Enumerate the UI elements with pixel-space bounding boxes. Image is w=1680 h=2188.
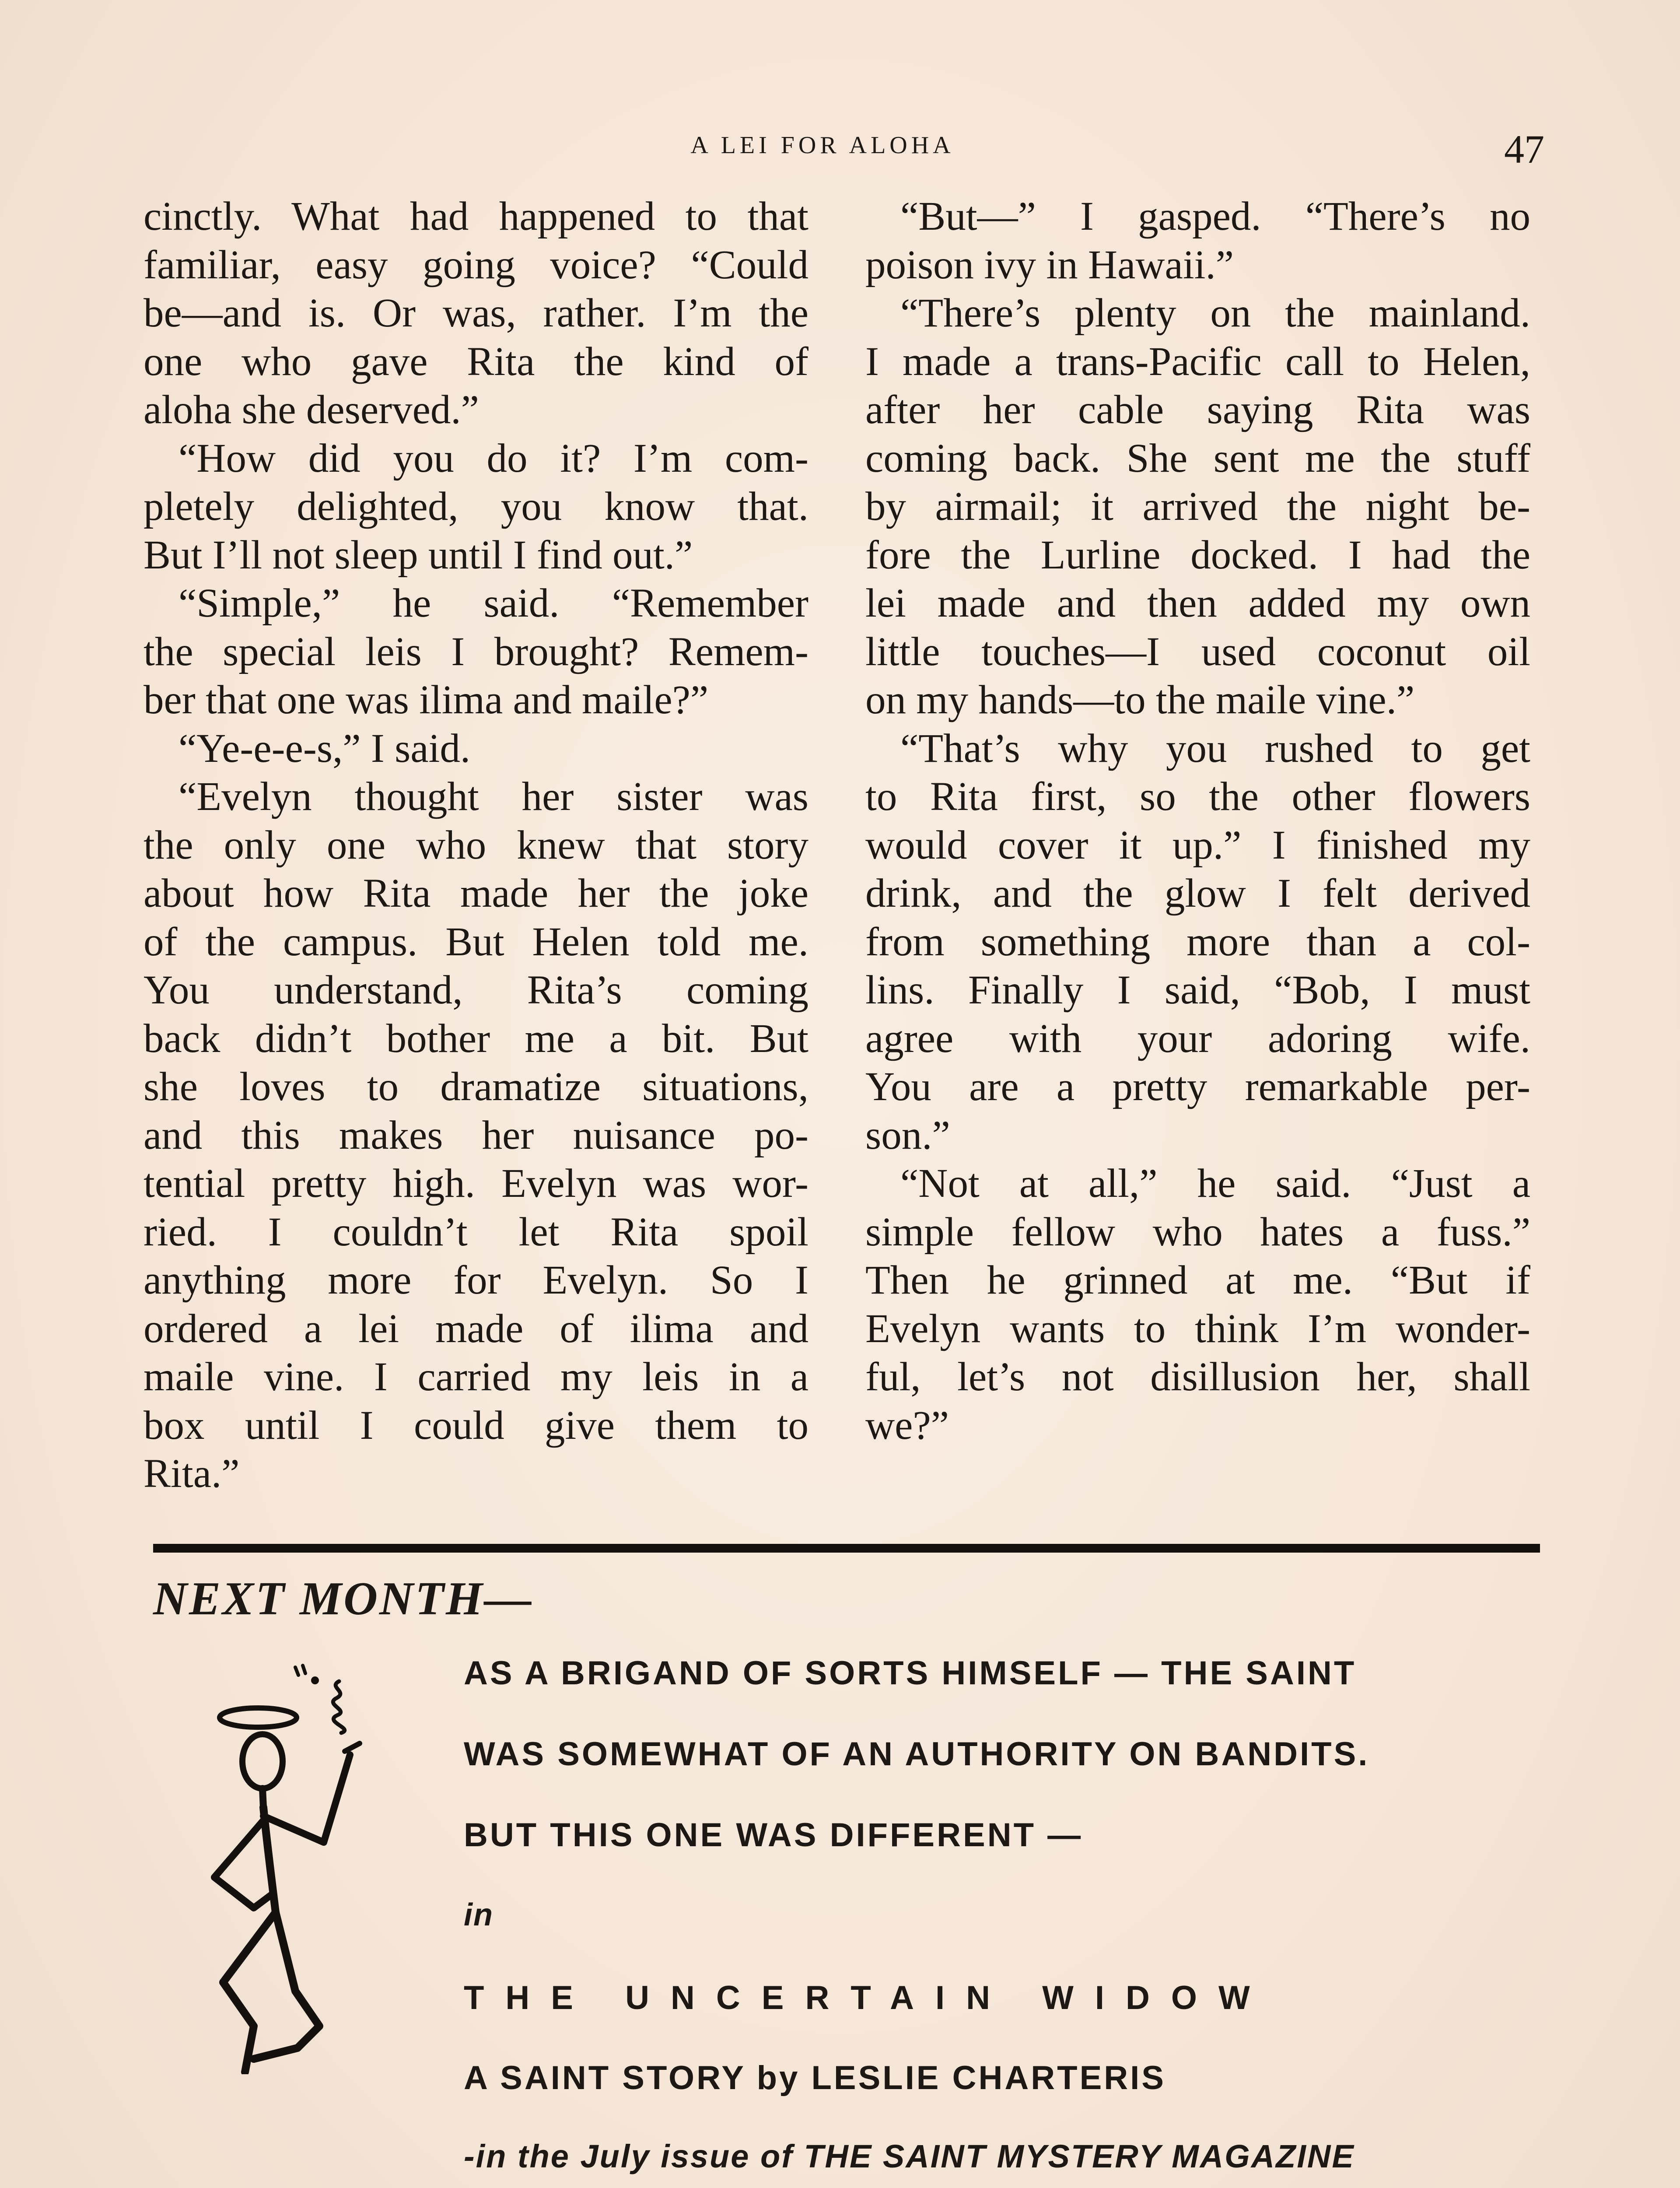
text-line: and this makes her nuisance po- [144,1112,808,1158]
text-line: pletely delighted, you know that. [144,484,808,529]
text-line: “Not at all,” he said. “Just a [900,1161,1530,1206]
text-line: ried. I couldn’t let Rita spoil [144,1209,808,1255]
text-line: maile vine. I carried my leis in a [144,1354,808,1399]
saint-stick-figure-icon [206,1650,389,2074]
running-title: A LEI FOR ALOHA [690,132,955,159]
text-line: to Rita first, so the other flowers [865,774,1530,819]
text-line: coming back. She sent me the stuff [865,435,1530,481]
text-line: would cover it up.” I finished my [865,822,1530,868]
text-line: aloha she deserved.” [144,387,479,432]
text-line: little touches—I used coconut oil [865,629,1530,674]
text-line: “That’s why you rushed to get [900,726,1530,771]
text-line: “There’s plenty on the mainland. [900,291,1530,336]
text-line: the special leis I brought? Remem- [144,629,808,674]
text-line: poison ivy in Hawaii.” [865,242,1234,288]
left-text-column [144,193,808,1498]
text-line: box until I could give them to [144,1403,808,1448]
text-line: cinctly. What had happened to that [144,194,808,239]
text-line: Then he grinned at me. “But if [865,1258,1530,1303]
text-line: by airmail; it arrived the night be- [865,484,1530,529]
text-line: tential pretty high. Evelyn was wor- [144,1161,808,1206]
text-line: after her cable saying Rita was [865,387,1530,432]
ad-tagline-line-2: WAS SOMEWHAT OF AN AUTHORITY ON BANDITS. [464,1736,1370,1773]
ad-issue-line: -in the July issue of THE SAINT MYSTERY MAGAZINE [464,2138,1355,2174]
ad-story-title: THE UNCERTAIN WIDOW [464,1979,1271,2016]
text-line: agree with your adoring wife. [865,1016,1530,1061]
text-line: “How did you do it? I’m com- [178,435,808,481]
ad-byline: A SAINT STORY by LESLIE CHARTERIS [464,2059,1166,2097]
text-line: back didn’t bother me a bit. But [144,1016,808,1061]
text-line: on my hands—to the maile vine.” [865,677,1415,722]
text-line: from something more than a col- [865,919,1530,964]
text-line: You understand, Rita’s coming [144,968,808,1013]
text-line: about how Rita made her the joke [144,871,808,916]
text-line: “Evelyn thought her sister was [178,774,808,819]
text-line: “Ye-e-e-s,” I said. [178,726,471,771]
ad-tagline-line-3: BUT THIS ONE WAS DIFFERENT — [464,1816,1083,1854]
text-line: Rita.” [144,1451,240,1496]
text-line: one who gave Rita the kind of [144,339,808,384]
text-line: ful, let’s not disillusion her, shall [865,1354,1530,1399]
text-line: we?” [865,1403,949,1448]
text-line: ber that one was ilima and maile?” [144,677,709,722]
ad-tagline-line-1: AS A BRIGAND OF SORTS HIMSELF — THE SAINT [464,1655,1357,1692]
text-line: familiar, easy going voice? “Could [144,242,808,288]
section-divider [153,1544,1540,1553]
text-line: simple fellow who hates a fuss.” [865,1209,1530,1255]
text-line: lei made and then added my own [865,581,1530,626]
text-line: lins. Finally I said, “Bob, I must [865,968,1530,1013]
text-line: You are a pretty remarkable per- [865,1064,1530,1109]
text-line: But I’ll not sleep until I find out.” [144,532,693,578]
next-month-heading: NEXT MONTH— [153,1573,534,1625]
ad-in-word: in [464,1897,494,1932]
text-line: she loves to dramatize situations, [144,1064,808,1109]
text-line: Evelyn wants to think I’m wonder- [865,1306,1530,1351]
text-line: son.” [865,1112,950,1158]
text-line: “Simple,” he said. “Remember [178,581,808,626]
text-line: ordered a lei made of ilima and [144,1306,808,1351]
text-line: “But—” I gasped. “There’s no [900,194,1530,239]
text-line: the only one who knew that story [144,822,808,868]
page-number: 47 [1504,127,1544,172]
right-text-column [865,193,1530,1450]
text-line: be—and is. Or was, rather. I’m the [144,291,808,336]
text-line: drink, and the glow I felt derived [865,871,1530,916]
text-line: I made a trans-Pacific call to Helen, [865,339,1530,384]
text-line: fore the Lurline docked. I had the [865,532,1530,578]
text-line: anything more for Evelyn. So I [144,1258,808,1303]
text-line: of the campus. But Helen told me. [144,919,808,964]
